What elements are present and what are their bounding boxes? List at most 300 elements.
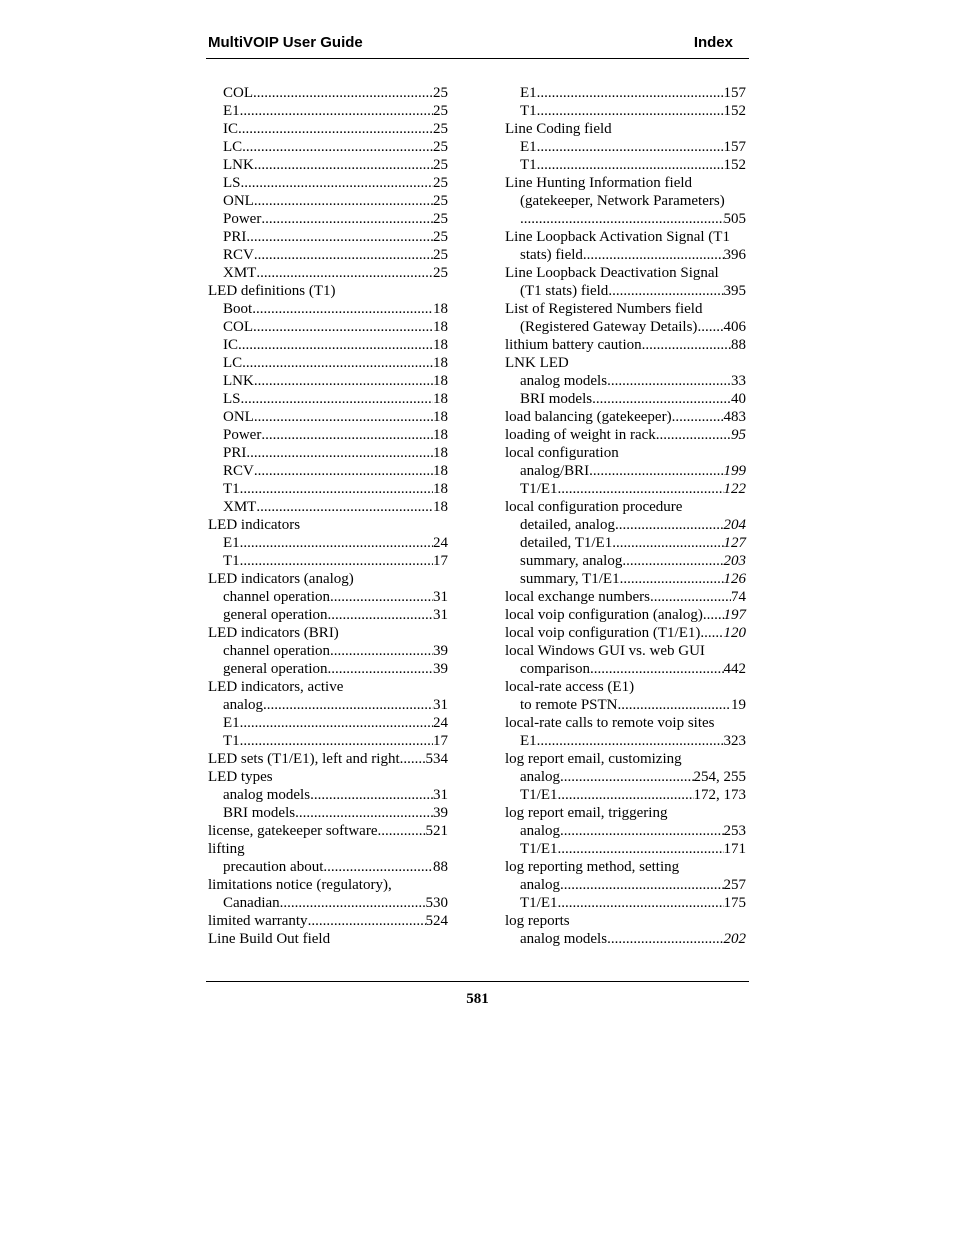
- entry-page-ref: 18: [433, 445, 448, 461]
- guide-title: MultiVOIP User Guide: [208, 34, 363, 51]
- dot-leader: [700, 624, 723, 642]
- dot-leader: [241, 174, 433, 192]
- index-subentry: [505, 102, 746, 120]
- index-subentry: [505, 552, 746, 570]
- index-subentry: [208, 426, 448, 444]
- entry-page-ref: 74: [731, 589, 746, 605]
- index-subentry: [505, 840, 746, 858]
- entry-page-ref: 120: [723, 625, 746, 641]
- entry-term: IC: [223, 121, 238, 137]
- index-subentry: [505, 930, 746, 948]
- entry-page-ref: 25: [433, 103, 448, 119]
- dot-leader: [378, 822, 426, 840]
- entry-term: local Windows GUI vs. web GUI: [505, 643, 705, 659]
- dot-leader: [256, 264, 433, 282]
- entry-term: local-rate calls to remote voip sites: [505, 715, 715, 731]
- entry-term: LC: [223, 139, 243, 155]
- entry-term: (Registered Gateway Details): [520, 319, 698, 335]
- index-subentry: [208, 534, 448, 552]
- entry-page-ref: 18: [433, 355, 448, 371]
- dot-leader: [242, 138, 433, 156]
- entry-page-ref: 25: [433, 175, 448, 191]
- index-entry: [208, 624, 448, 642]
- dot-leader: [256, 498, 433, 516]
- dot-leader: [615, 516, 724, 534]
- entry-term: LED definitions (T1): [208, 283, 336, 299]
- dot-leader: [520, 210, 724, 228]
- index-entry: [208, 678, 448, 696]
- entry-term: comparison: [520, 661, 590, 677]
- index-subentry: [208, 84, 448, 102]
- dot-leader: [238, 336, 433, 354]
- entry-term: detailed, analog: [520, 517, 615, 533]
- entry-term: Canadian: [223, 895, 280, 911]
- index-subentry: [505, 84, 746, 102]
- index-subentry: [505, 732, 746, 750]
- entry-term: LNK: [223, 373, 254, 389]
- dot-leader: [558, 840, 724, 858]
- entry-page-ref: 33: [731, 373, 746, 389]
- dot-leader: [330, 642, 433, 660]
- dot-leader: [310, 786, 433, 804]
- entry-page-ref: 126: [723, 571, 746, 587]
- entry-term: local configuration procedure: [505, 499, 683, 515]
- entry-page-ref: 39: [433, 805, 448, 821]
- index-subentry: [505, 138, 746, 156]
- entry-term: LNK: [223, 157, 254, 173]
- index-subentry: [208, 264, 448, 282]
- dot-leader: [253, 318, 433, 336]
- dot-leader: [607, 372, 731, 390]
- index-entry: [505, 426, 746, 444]
- entry-term: load balancing (gatekeeper): [505, 409, 672, 425]
- entry-term: LS: [223, 391, 241, 407]
- entry-term: analog: [520, 877, 560, 893]
- entry-page-ref: 25: [433, 193, 448, 209]
- index-subentry: [208, 210, 448, 228]
- dot-leader: [608, 282, 723, 300]
- index-subentry: [208, 120, 448, 138]
- entry-page-ref: 18: [433, 481, 448, 497]
- index-subentry: [208, 246, 448, 264]
- entry-page-ref: 31: [433, 697, 448, 713]
- dot-leader: [308, 912, 426, 930]
- index-subentry: [208, 786, 448, 804]
- entry-term: XMT: [223, 499, 257, 515]
- index-entry: [505, 858, 746, 876]
- entry-term: E1: [520, 85, 537, 101]
- dot-leader: [254, 408, 433, 426]
- entry-term: summary, analog: [520, 553, 623, 569]
- index-entry: [505, 444, 746, 462]
- entry-page-ref: 122: [723, 481, 746, 497]
- index-entry: [208, 876, 448, 894]
- entry-term: local exchange numbers: [505, 589, 650, 605]
- entry-term: T1: [223, 733, 240, 749]
- index-entry: [505, 912, 746, 930]
- entry-page-ref: 88: [731, 337, 746, 353]
- entry-page-ref: 152: [723, 157, 746, 173]
- entry-page-ref: 202: [723, 931, 746, 947]
- index-subentry: [505, 786, 746, 804]
- entry-term: LED types: [208, 769, 273, 785]
- entry-page-ref: 127: [723, 535, 746, 551]
- entry-term: loading of weight in rack: [505, 427, 656, 443]
- dot-leader: [240, 714, 433, 732]
- entry-page-ref: 521: [425, 823, 448, 839]
- dot-leader: [650, 588, 731, 606]
- index-entry: [505, 300, 746, 318]
- index-subentry: [208, 336, 448, 354]
- index-subentry: [208, 858, 448, 876]
- dot-leader: [254, 192, 433, 210]
- entry-page-ref: 25: [433, 121, 448, 137]
- entry-page-ref: 25: [433, 265, 448, 281]
- entry-term: analog: [520, 823, 560, 839]
- index-entry: [505, 228, 746, 246]
- entry-term: Power: [223, 427, 262, 443]
- entry-term: channel operation: [223, 643, 331, 659]
- index-column-right: [505, 84, 746, 948]
- entry-term: local voip configuration (T1/E1): [505, 625, 701, 641]
- entry-term: T1: [223, 481, 240, 497]
- index-column-left: [208, 84, 448, 948]
- index-subentry: [505, 660, 746, 678]
- index-subentry: [208, 354, 448, 372]
- entry-page-ref: 175: [723, 895, 746, 911]
- dot-leader: [558, 480, 724, 498]
- dot-leader: [703, 606, 724, 624]
- entry-term: LED sets (T1/E1), left and right: [208, 751, 400, 767]
- dot-leader: [583, 246, 724, 264]
- dot-leader: [592, 390, 731, 408]
- entry-term: lithium battery caution: [505, 337, 642, 353]
- index-subentry: [208, 300, 448, 318]
- entry-term: T1/E1: [520, 481, 558, 497]
- entry-term: stats) field: [520, 247, 583, 263]
- index-subentry: [208, 660, 448, 678]
- entry-page-ref: 24: [433, 535, 448, 551]
- index-subentry: [208, 174, 448, 192]
- entry-page-ref: 204: [723, 517, 746, 533]
- entry-page-ref: 152: [723, 103, 746, 119]
- entry-page-ref: 17: [433, 553, 448, 569]
- index-entry: [208, 840, 448, 858]
- index-entry: [505, 750, 746, 768]
- dot-leader: [295, 804, 433, 822]
- dot-leader: [254, 462, 433, 480]
- entry-term: LS: [223, 175, 241, 191]
- dot-leader: [246, 444, 433, 462]
- entry-term: Line Loopback Deactivation Signal: [505, 265, 719, 281]
- index-subentry: [505, 696, 746, 714]
- entry-term: E1: [223, 103, 240, 119]
- entry-page-ref: 25: [433, 85, 448, 101]
- index-subentry: [208, 696, 448, 714]
- dot-leader: [537, 156, 724, 174]
- entry-page-ref: 442: [723, 661, 746, 677]
- entry-term: general operation: [223, 661, 328, 677]
- entry-term: XMT: [223, 265, 257, 281]
- index-subentry: [505, 462, 746, 480]
- index-subentry: [208, 480, 448, 498]
- entry-term: BRI models: [223, 805, 296, 821]
- index-entry: [208, 768, 448, 786]
- dot-leader: [240, 480, 433, 498]
- entry-term: log report email, customizing: [505, 751, 682, 767]
- dot-leader: [240, 552, 433, 570]
- entry-page-ref: 18: [433, 499, 448, 515]
- entry-term: (gatekeeper, Network Parameters): [520, 193, 725, 209]
- index-entry: [505, 174, 746, 192]
- entry-page-ref: 406: [723, 319, 746, 335]
- index-entry: [208, 570, 448, 588]
- index-subentry: [505, 246, 746, 264]
- entry-term: T1: [520, 157, 537, 173]
- entry-page-ref: 254, 255: [693, 769, 746, 785]
- index-subentry: [208, 318, 448, 336]
- dot-leader: [261, 210, 433, 228]
- entry-term: analog models: [520, 373, 608, 389]
- entry-page-ref: 396: [723, 247, 746, 263]
- entry-term: T1/E1: [520, 895, 558, 911]
- entry-term: COL: [223, 319, 253, 335]
- index-entry: [505, 120, 746, 138]
- entry-term: limited warranty: [208, 913, 308, 929]
- entry-page-ref: 483: [723, 409, 746, 425]
- dot-leader: [589, 462, 723, 480]
- index-subentry: [505, 516, 746, 534]
- index-entry: [505, 588, 746, 606]
- dot-leader: [672, 408, 724, 426]
- entry-page-ref: 18: [433, 301, 448, 317]
- index-subentry: [208, 408, 448, 426]
- dot-leader: [558, 786, 694, 804]
- entry-term: limitations notice (regulatory),: [208, 877, 392, 893]
- index-subentry: [208, 732, 448, 750]
- dot-leader: [254, 156, 433, 174]
- entry-page-ref: 157: [723, 139, 746, 155]
- dot-leader: [560, 876, 724, 894]
- index-entry: [505, 264, 746, 282]
- index-entry: [208, 750, 448, 768]
- entry-page-ref: 17: [433, 733, 448, 749]
- dot-leader: [240, 102, 433, 120]
- dot-leader: [537, 102, 724, 120]
- entry-term: (T1 stats) field: [520, 283, 609, 299]
- entry-term: T1/E1: [520, 841, 558, 857]
- index-subentry: [208, 138, 448, 156]
- entry-term: Line Coding field: [505, 121, 612, 137]
- dot-leader: [590, 660, 724, 678]
- entry-term: E1: [223, 715, 240, 731]
- header-rule: [206, 58, 749, 59]
- dot-leader: [280, 894, 426, 912]
- index-subentry: [505, 768, 746, 786]
- dot-leader: [240, 732, 433, 750]
- dot-leader: [622, 552, 723, 570]
- index-subentry: [505, 570, 746, 588]
- dot-leader: [238, 120, 433, 138]
- entry-page-ref: 25: [433, 157, 448, 173]
- dot-leader: [330, 588, 433, 606]
- entry-term: E1: [520, 139, 537, 155]
- index-entry: [505, 354, 746, 372]
- dot-leader: [328, 660, 433, 678]
- entry-term: analog/BRI: [520, 463, 590, 479]
- entry-page-ref: 19: [731, 697, 746, 713]
- entry-term: PRI: [223, 445, 247, 461]
- entry-page-ref: 31: [433, 787, 448, 803]
- entry-page-ref: 323: [723, 733, 746, 749]
- index-entry: [505, 624, 746, 642]
- entry-page-ref: 25: [433, 139, 448, 155]
- entry-page-ref: 395: [723, 283, 746, 299]
- entry-term: LNK LED: [505, 355, 569, 371]
- entry-term: LC: [223, 355, 243, 371]
- index-entry: [208, 282, 448, 300]
- entry-page-ref: 172, 173: [693, 787, 746, 803]
- dot-leader: [240, 534, 433, 552]
- dot-leader: [656, 426, 731, 444]
- index-subentry: [505, 876, 746, 894]
- index-subentry: [505, 822, 746, 840]
- dot-leader: [607, 930, 723, 948]
- index-subentry: [505, 894, 746, 912]
- index-subentry: [208, 894, 448, 912]
- entry-term: Line Build Out field: [208, 931, 331, 947]
- index-subentry: [505, 156, 746, 174]
- index-entry: [505, 642, 746, 660]
- index-entry: [505, 678, 746, 696]
- index-subentry: [208, 390, 448, 408]
- entry-page-ref: 524: [425, 913, 448, 929]
- entry-page-ref: 18: [433, 391, 448, 407]
- entry-term: Power: [223, 211, 262, 227]
- entry-page-ref: 31: [433, 589, 448, 605]
- dot-leader: [254, 246, 433, 264]
- entry-page-ref: 203: [723, 553, 746, 569]
- entry-page-ref: 24: [433, 715, 448, 731]
- dot-leader: [328, 606, 433, 624]
- entry-page-ref: 257: [723, 877, 746, 893]
- index-entry: [505, 804, 746, 822]
- dot-leader: [620, 570, 724, 588]
- index-entry: [505, 714, 746, 732]
- entry-term: local-rate access (E1): [505, 679, 635, 695]
- entry-page-ref: 18: [433, 427, 448, 443]
- dot-leader: [612, 534, 723, 552]
- dot-leader: [537, 138, 724, 156]
- entry-page-ref: 18: [433, 337, 448, 353]
- dot-leader: [400, 750, 426, 768]
- index-subentry: [208, 498, 448, 516]
- dot-leader: [560, 768, 694, 786]
- entry-term: analog models: [223, 787, 311, 803]
- index-subentry: [208, 462, 448, 480]
- entry-page-ref: 18: [433, 319, 448, 335]
- entry-page-ref: 199: [723, 463, 746, 479]
- entry-term: analog models: [520, 931, 608, 947]
- index-subentry: [208, 714, 448, 732]
- entry-term: LED indicators (analog): [208, 571, 354, 587]
- entry-term: local configuration: [505, 445, 619, 461]
- entry-term: detailed, T1/E1: [520, 535, 613, 551]
- entry-term: E1: [223, 535, 240, 551]
- entry-page-ref: 18: [433, 373, 448, 389]
- dot-leader: [261, 426, 433, 444]
- index-subentry: [208, 552, 448, 570]
- section-title: Index: [693, 34, 733, 51]
- dot-leader: [323, 858, 433, 876]
- entry-term: log reporting method, setting: [505, 859, 680, 875]
- entry-term: lifting: [208, 841, 245, 857]
- index-subentry: [208, 804, 448, 822]
- entry-page-ref: 18: [433, 463, 448, 479]
- index-subentry: [505, 192, 746, 210]
- entry-term: summary, T1/E1: [520, 571, 620, 587]
- entry-term: to remote PSTN: [520, 697, 618, 713]
- entry-page-ref: 530: [425, 895, 448, 911]
- dot-leader: [537, 84, 724, 102]
- entry-page-ref: 88: [433, 859, 448, 875]
- index-subentry: [505, 210, 746, 228]
- entry-term: ONL: [223, 193, 254, 209]
- page-header: [206, 32, 749, 54]
- entry-term: IC: [223, 337, 238, 353]
- index-entry: [505, 336, 746, 354]
- entry-term: T1: [223, 553, 240, 569]
- index-subentry: [208, 372, 448, 390]
- dot-leader: [263, 696, 433, 714]
- entry-term: LED indicators: [208, 517, 301, 533]
- footer-rule: [206, 981, 749, 982]
- entry-term: BRI models: [520, 391, 593, 407]
- entry-page-ref: 39: [433, 643, 448, 659]
- index-subentry: [208, 588, 448, 606]
- index-subentry: [505, 318, 746, 336]
- entry-term: analog: [520, 769, 560, 785]
- dot-leader: [253, 84, 433, 102]
- entry-page-ref: 25: [433, 247, 448, 263]
- index-entry: [208, 516, 448, 534]
- index-subentry: [505, 372, 746, 390]
- entry-page-ref: 505: [723, 211, 746, 227]
- entry-page-ref: 171: [723, 841, 746, 857]
- entry-term: Line Loopback Activation Signal (T1: [505, 229, 730, 245]
- entry-page-ref: 25: [433, 211, 448, 227]
- entry-term: general operation: [223, 607, 328, 623]
- index-entry: [505, 498, 746, 516]
- dot-leader: [246, 228, 433, 246]
- index-subentry: [208, 606, 448, 624]
- dot-leader: [254, 372, 433, 390]
- entry-term: precaution about: [223, 859, 324, 875]
- index-entry: [505, 408, 746, 426]
- entry-term: Line Hunting Information field: [505, 175, 693, 191]
- entry-term: T1/E1: [520, 787, 558, 803]
- entry-term: Boot: [223, 301, 253, 317]
- index-subentry: [505, 390, 746, 408]
- entry-term: RCV: [223, 247, 254, 263]
- entry-term: E1: [520, 733, 537, 749]
- index-subentry: [208, 156, 448, 174]
- entry-term: List of Registered Numbers field: [505, 301, 703, 317]
- index-subentry: [505, 282, 746, 300]
- entry-page-ref: 25: [433, 229, 448, 245]
- dot-leader: [618, 696, 732, 714]
- index-entry: [208, 930, 448, 948]
